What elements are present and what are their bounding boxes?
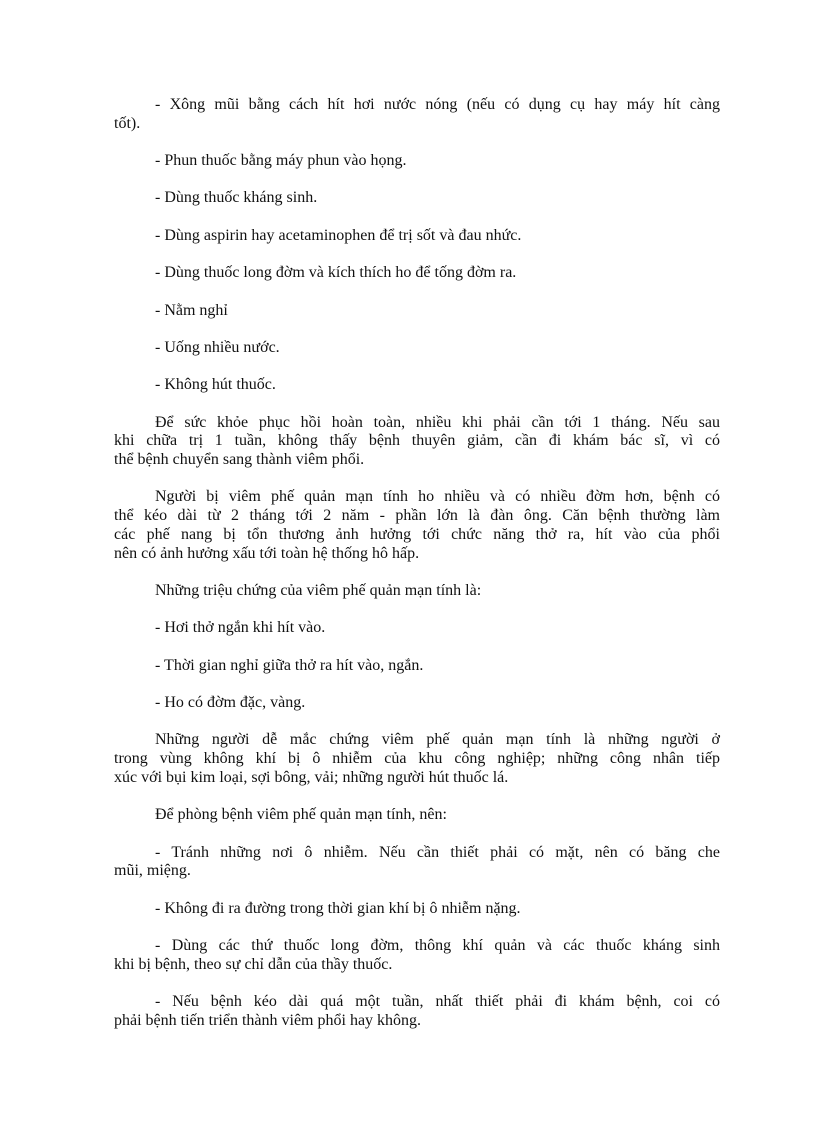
text-line: - Dùng thuốc kháng sinh. — [155, 189, 318, 207]
paragraph — [114, 152, 720, 171]
text-line: mũi, miệng. — [114, 862, 191, 880]
text-line: khi bị bệnh, theo sự chỉ dẫn của thầy thuốc. — [114, 955, 393, 973]
text-line: - Xông mũi bằng cách hít hơi nước nóng (nếu có dụng cụ hay máy hít càng — [155, 96, 720, 113]
text-line: thể bệnh chuyển sang thành viêm phổi. — [114, 451, 365, 469]
paragraph — [114, 844, 720, 881]
paragraph — [114, 227, 720, 246]
text-line: khi chữa trị 1 tuần, không thấy bệnh thuyên giảm, cần đi khám bác sĩ, vì có — [114, 432, 720, 450]
text-line: Để phòng bệnh viêm phế quản mạn tính, nên: — [155, 806, 447, 824]
text-line: - Phun thuốc bằng máy phun vào họng. — [155, 152, 407, 170]
text-line: - Dùng các thứ thuốc long đờm, thông khí quản và các thuốc kháng sinh — [155, 936, 720, 954]
paragraph — [114, 937, 720, 974]
paragraph — [114, 694, 720, 713]
paragraph — [114, 96, 720, 133]
text-line: - Nằm nghỉ — [155, 301, 228, 319]
text-line: - Dùng thuốc long đờm và kích thích ho để tống đờm ra. — [155, 264, 517, 282]
text-line: - Tránh những nơi ô nhiễm. Nếu cần thiết phải có mặt, nên có băng che — [155, 843, 720, 861]
paragraph — [114, 731, 720, 787]
paragraph — [114, 414, 720, 470]
text-line: trong vùng không khí bị ô nhiễm của khu công nghiệp; những công nhân tiếp — [114, 750, 720, 768]
text-line: Người bị viêm phế quản mạn tính ho nhiều và có nhiều đờm hơn, bệnh có — [155, 488, 720, 506]
text-line: - Thời gian nghỉ giữa thở ra hít vào, ngắn. — [155, 656, 424, 674]
paragraph — [114, 806, 720, 825]
paragraph — [114, 189, 720, 208]
text-line: - Ho có đờm đặc, vàng. — [155, 694, 306, 711]
text-line: Những triệu chứng của viêm phế quản mạn tính là: — [155, 581, 482, 599]
text-line: - Dùng aspirin hay acetaminophen để trị sốt và đau nhức. — [155, 226, 522, 244]
document-page — [114, 96, 720, 1049]
text-line: xúc với bụi kim loại, sợi bông, vải; những người hút thuốc lá. — [114, 768, 509, 786]
paragraph — [114, 302, 720, 321]
text-line: nên có ảnh hưởng xấu tới toàn hệ thống hô hấp. — [114, 544, 420, 562]
text-line: - Không hút thuốc. — [155, 376, 276, 394]
text-line: các phế nang bị tổn thương ảnh hưởng tới chức năng thở ra, hít vào của phổi — [114, 525, 720, 543]
text-line: Để sức khỏe phục hồi hoàn toàn, nhiều khi phải cần tới 1 tháng. Nếu sau — [155, 413, 720, 431]
paragraph — [114, 376, 720, 395]
text-line: - Uống nhiều nước. — [155, 338, 280, 356]
paragraph — [114, 993, 720, 1030]
paragraph — [114, 264, 720, 283]
text-line: tốt). — [114, 114, 141, 132]
text-line: phải bệnh tiến triển thành viêm phổi hay không. — [114, 1011, 422, 1029]
paragraph — [114, 900, 720, 919]
text-line: - Nếu bệnh kéo dài quá một tuần, nhất thiết phải đi khám bệnh, coi có — [155, 993, 720, 1010]
paragraph — [114, 339, 720, 358]
paragraph — [114, 488, 720, 563]
paragraph — [114, 619, 720, 638]
text-line: - Không đi ra đường trong thời gian khí bị ô nhiễm nặng. — [155, 899, 521, 917]
text-line: Những người dễ mắc chứng viêm phế quản mạn tính là những người ở — [155, 731, 720, 749]
text-line: thể kéo dài từ 2 tháng tới 2 năm - phần lớn là đàn ông. Căn bệnh thường làm — [114, 507, 720, 525]
paragraph — [114, 657, 720, 676]
text-line: - Hơi thở ngắn khi hít vào. — [155, 619, 326, 637]
paragraph — [114, 582, 720, 601]
